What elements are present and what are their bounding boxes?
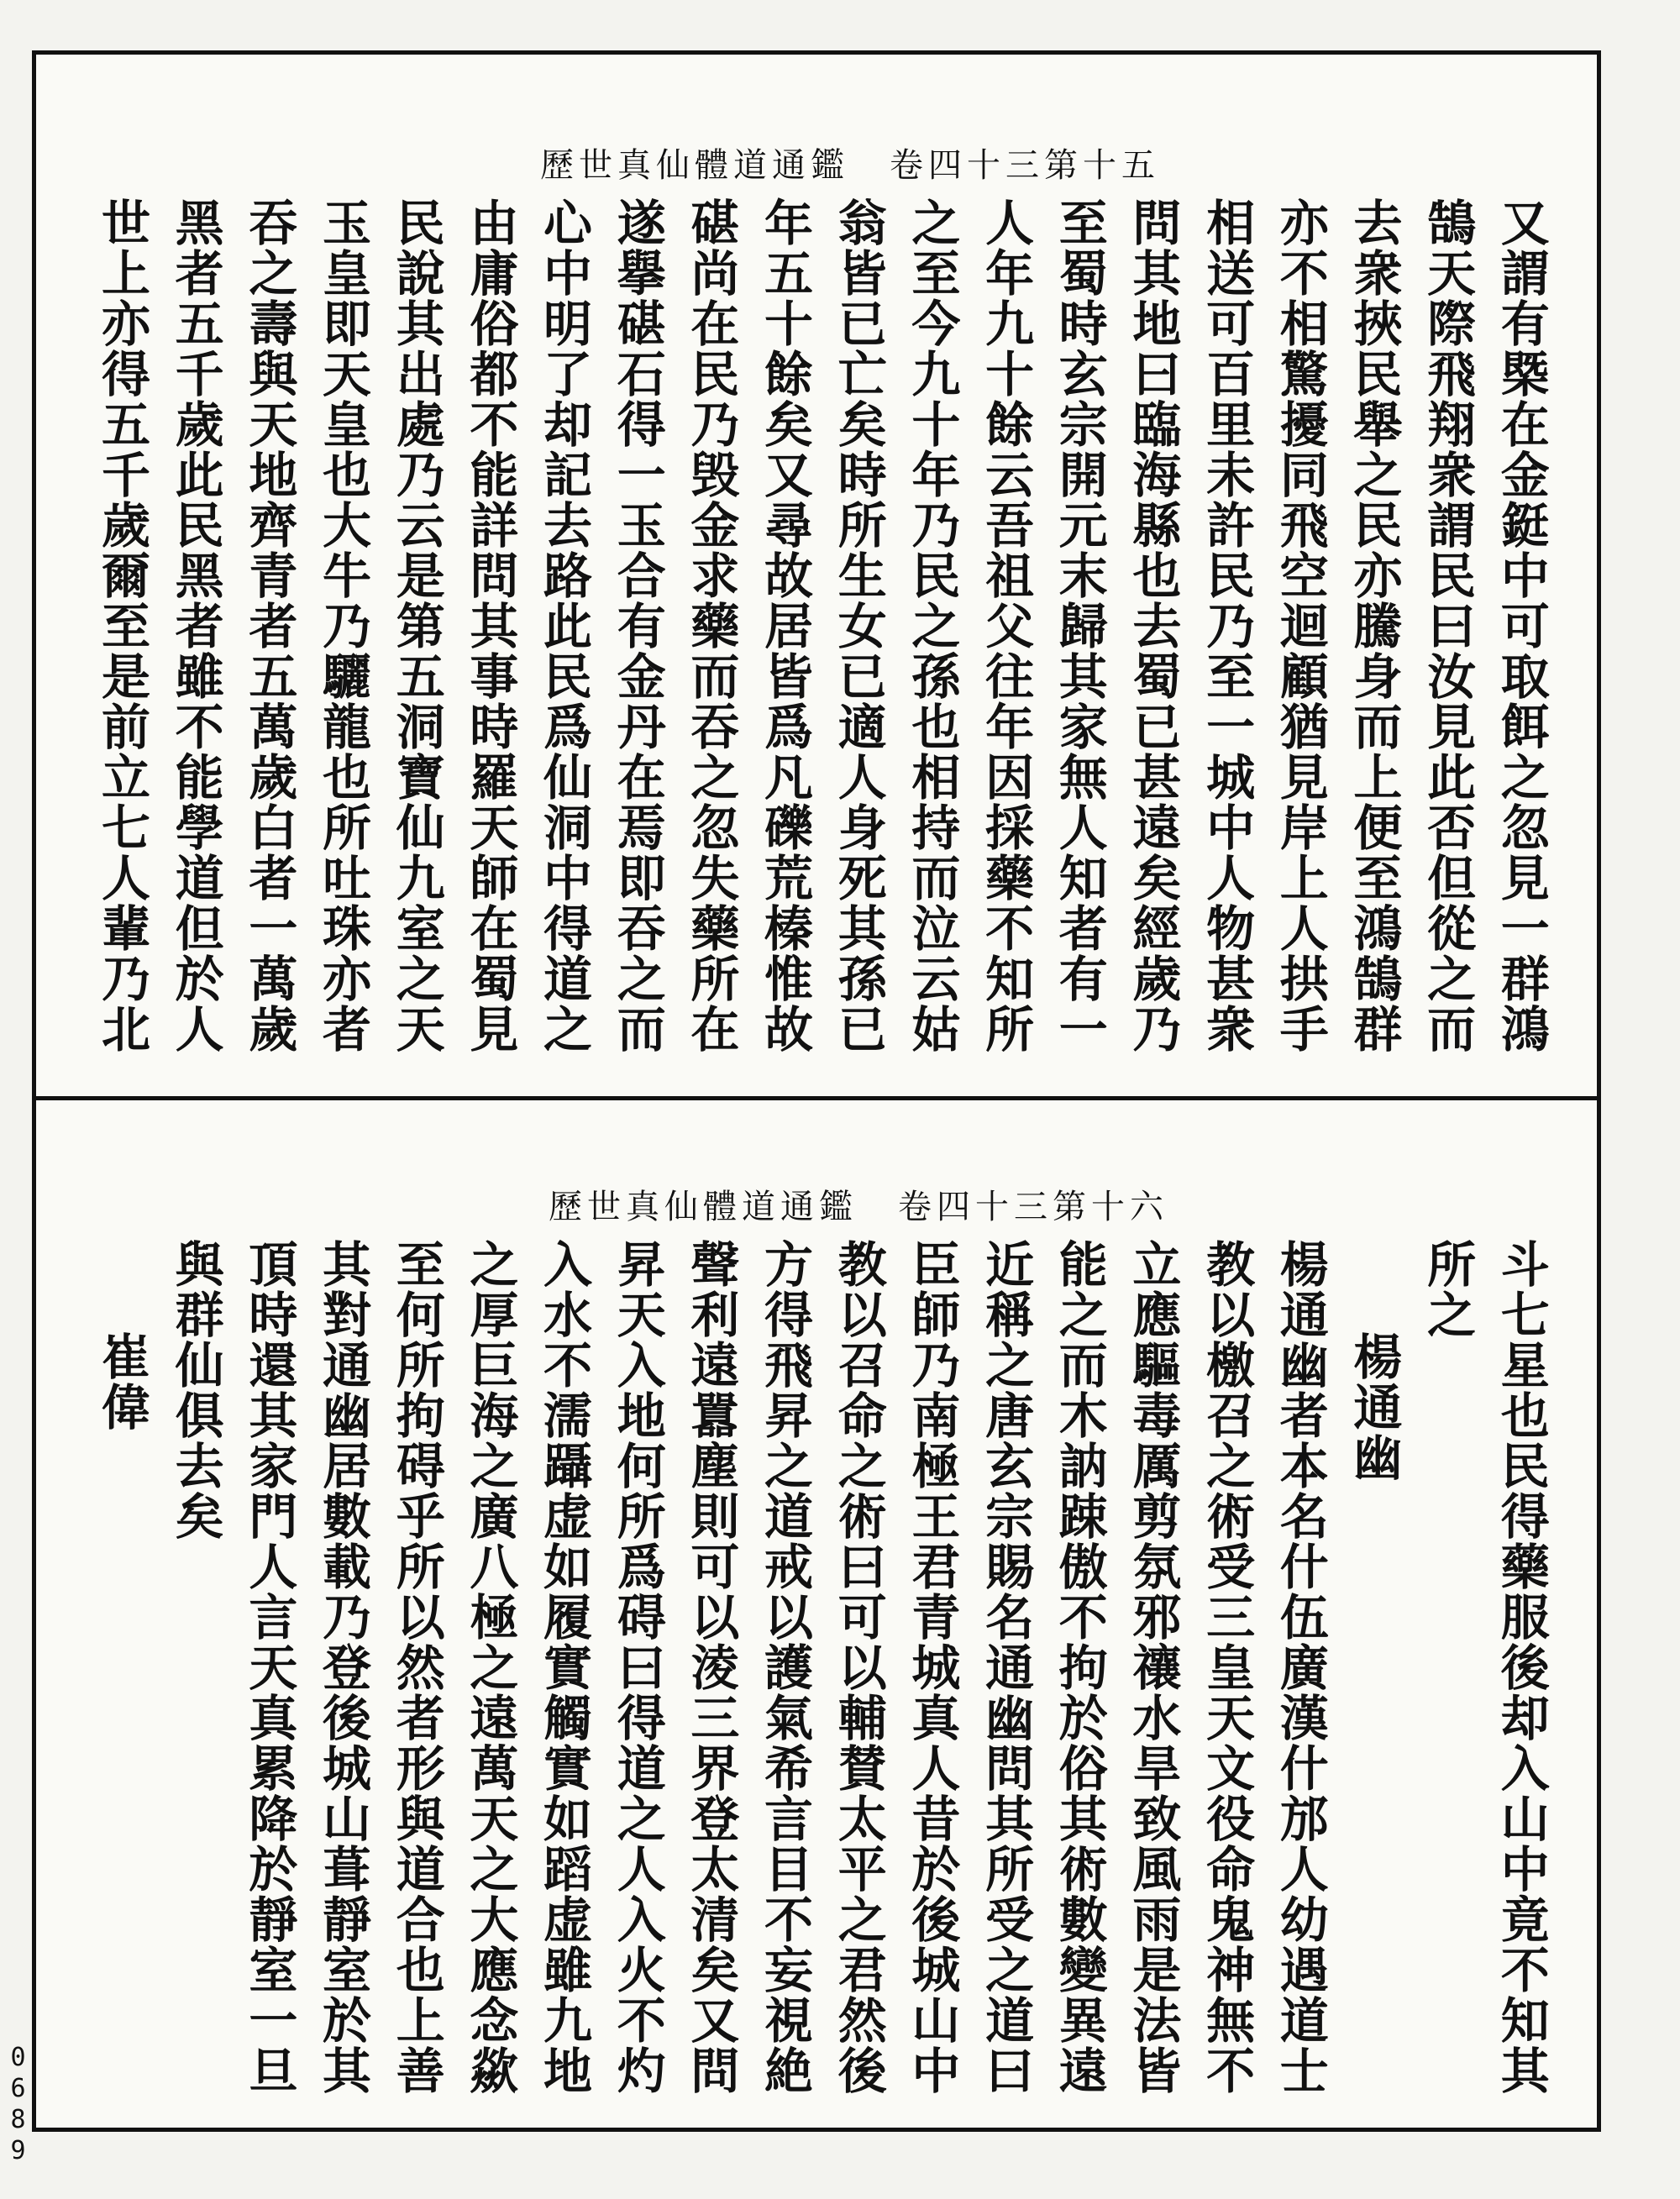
text-column: 楊通幽者本名什伍廣漢什邡人幼遇道士 — [1271, 1239, 1329, 2096]
text-column: 至蜀時玄宗開元末歸其家無人知者有一 — [1050, 197, 1108, 1054]
text-column: 吞之壽與天地齊青者五萬歲白者一萬歲 — [240, 197, 298, 1054]
text-column: 方得飛昇之道戒以護氣希言目不妄視絶 — [756, 1239, 814, 2096]
text-column: 鵠天際飛翔衆謂民曰汝見此否但從之而 — [1419, 197, 1477, 1054]
text-column: 臣師乃南極王君青城真人昔於後城山中 — [903, 1239, 961, 2096]
text-column: 亦不相驚擾同飛空迴顧猶見岸上人拱手 — [1271, 197, 1329, 1054]
text-column: 頂時還其家門人言天真累降於靜室一旦 — [240, 1239, 298, 2096]
text-column: 世上亦得五千歲爾至是前立七人輩乃北 — [93, 197, 150, 1054]
top-header-volume: 卷四十三第十五 — [890, 146, 1160, 185]
text-column: 又謂有槩在金鋌中可取餌之忽見一群鴻 — [1492, 197, 1550, 1054]
section-title: 崔偉 — [93, 1331, 150, 1432]
text-column: 年五十餘矣又尋故居皆爲凡礫荒榛惟故 — [756, 197, 814, 1054]
text-column: 入水不濡躡虚如履實觸實如蹈虚雖九地 — [535, 1239, 593, 2096]
text-column: 所之 — [1419, 1239, 1477, 1340]
text-column: 教以檄召之術受三皇天文役命鬼神無不 — [1198, 1239, 1256, 2096]
text-column: 與群仙俱去矣 — [166, 1239, 224, 1541]
bottom-page — [36, 1100, 1597, 2128]
top-header-book-title: 歷世真仙體道通鑑 — [540, 146, 849, 185]
bottom-page-header — [549, 1180, 1168, 1228]
text-column: 之至今九十年乃民之孫也相持而泣云姑 — [903, 197, 961, 1054]
text-column: 去衆挾民舉之民亦騰身而上便至鴻鵠群 — [1345, 197, 1403, 1054]
text-column: 至何所拘碍乎所以然者形與道合也上善 — [387, 1239, 445, 2096]
text-column: 玉皇即天皇也大牛乃驪龍也所吐珠亦者 — [314, 197, 372, 1054]
section-title: 楊通幽 — [1345, 1331, 1403, 1483]
text-column: 教以召命之術曰可以輔賛太平之君然後 — [829, 1239, 887, 2096]
top-page-header — [540, 139, 1160, 186]
text-column: 聲利遠囂塵則可以淩三界登太清矣又問 — [682, 1239, 740, 2096]
text-column: 碪尚在民乃毁金求藥而吞之忽失藥所在 — [682, 197, 740, 1054]
top-page-text — [87, 197, 1555, 1063]
text-column: 立應驅毒厲剪氛邪禳水旱致風雨是法皆 — [1124, 1239, 1182, 2096]
text-column: 其對通幽居數載乃登後城山葺靜室於其 — [314, 1239, 372, 2096]
text-column: 民說其出處乃云是第五洞寶仙九室之天 — [387, 197, 445, 1054]
text-column: 昇天入地何所爲碍曰得道之人入火不灼 — [608, 1239, 666, 2096]
text-column: 遂擧碪石得一玉合有金丹在焉即吞之而 — [608, 197, 666, 1054]
text-column: 相送可百里未許民乃至一城中人物甚衆 — [1198, 197, 1256, 1054]
text-column: 心中明了却記去路此民爲仙洞中得道之 — [535, 197, 593, 1054]
page-number: 0689 — [3, 2043, 33, 2167]
top-page — [36, 55, 1597, 1096]
text-column: 近稱之唐玄宗賜名通幽問其所受之道曰 — [977, 1239, 1035, 2096]
text-column: 斗七星也民得藥服後却入山中竟不知其 — [1492, 1239, 1550, 2096]
text-column: 之厚巨海之廣八極之遠萬天之大應念歘 — [461, 1239, 519, 2096]
text-column: 翁皆已亡矣時所生女已適人身死其孫已 — [829, 197, 887, 1054]
bottom-header-book-title: 歷世真仙體道通鑑 — [549, 1188, 858, 1226]
text-column: 問其地曰臨海縣也去蜀已甚遠矣經歲乃 — [1124, 197, 1182, 1054]
bottom-page-text — [87, 1239, 1555, 2096]
bottom-header-volume: 卷四十三第十六 — [898, 1188, 1168, 1226]
text-column: 能之而木訥踈傲不拘於俗其術數變異遠 — [1050, 1239, 1108, 2096]
text-column: 黑者五千歲此民黑者雖不能學道但於人 — [166, 197, 224, 1054]
text-column: 人年九十餘云吾祖父往年因採藥不知所 — [977, 197, 1035, 1054]
text-column: 由庸俗都不能詳問其事時羅天師在蜀見 — [461, 197, 519, 1054]
